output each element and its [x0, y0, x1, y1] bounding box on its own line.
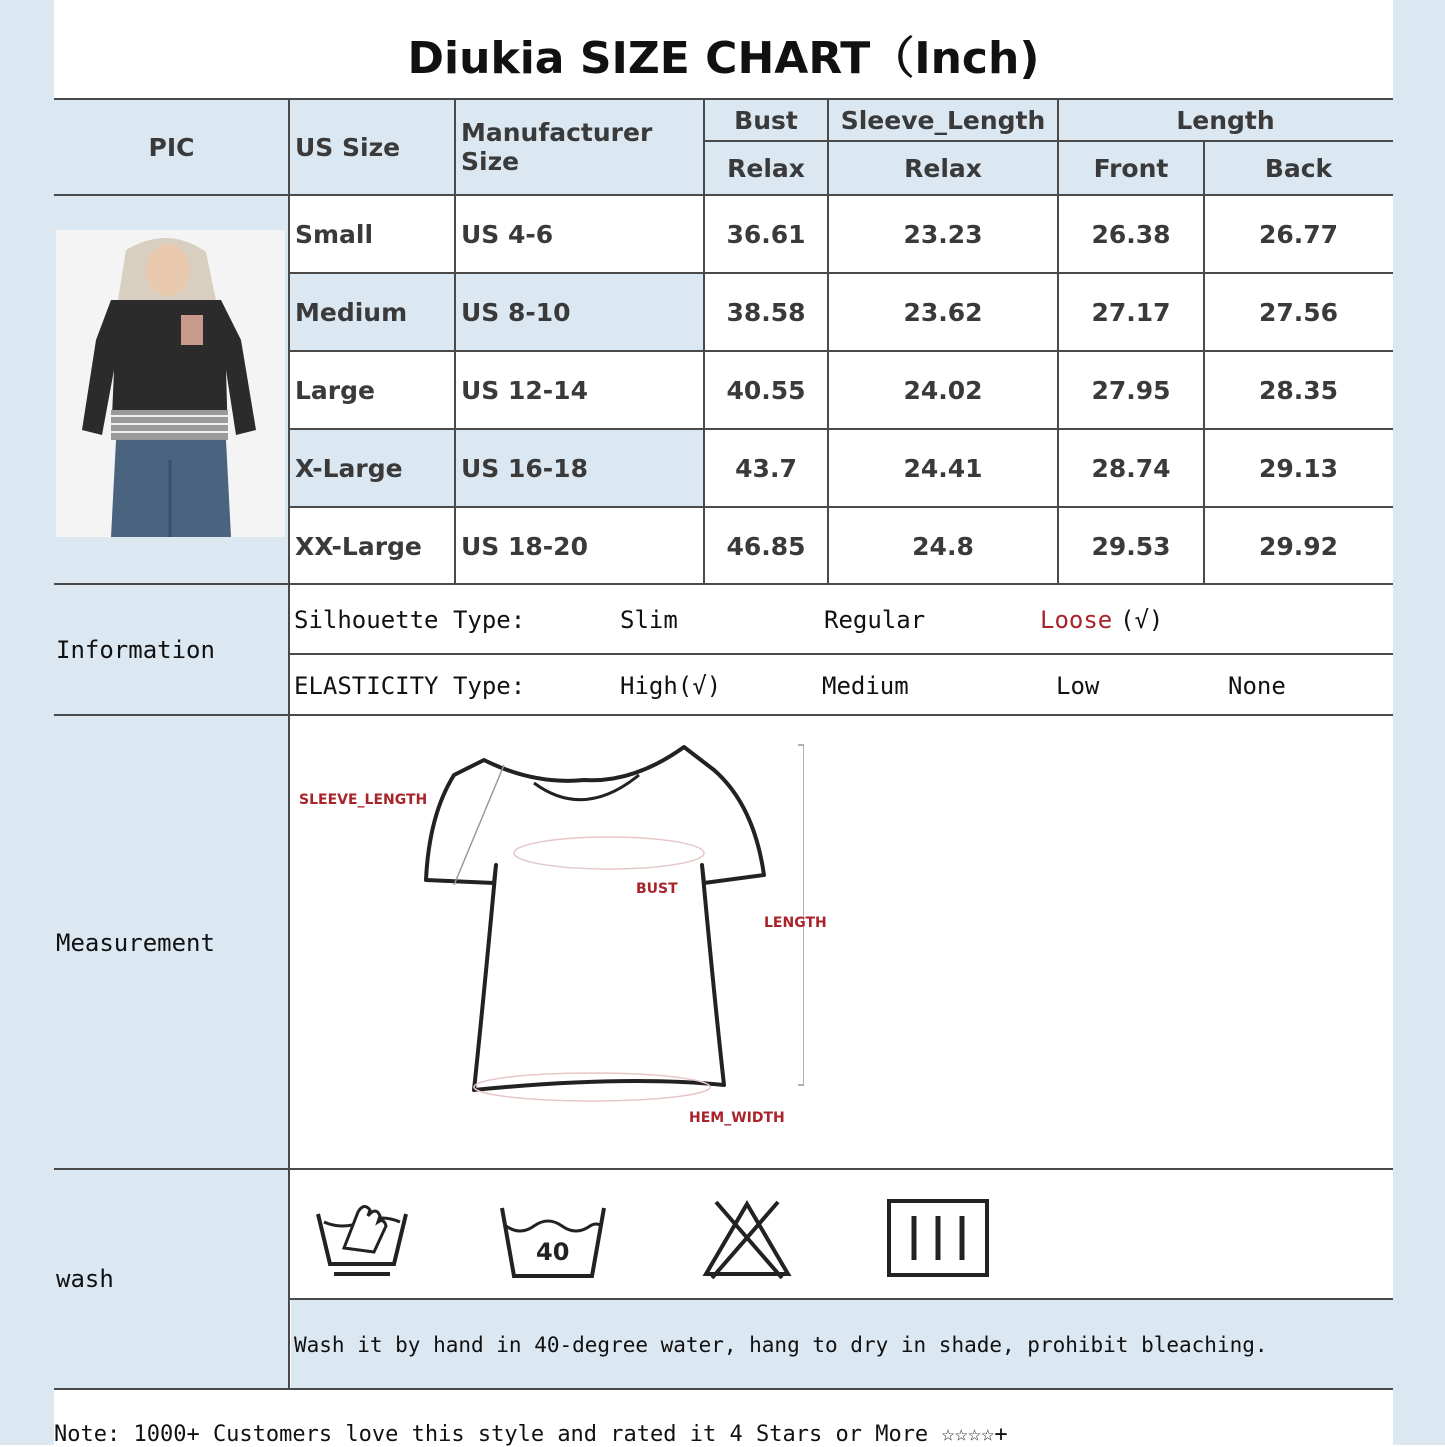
silhouette-row [294, 588, 1393, 652]
size-row-0-back [1204, 195, 1393, 273]
diagram-length-label: LENGTH [764, 915, 827, 931]
header-back-label: Back [1264, 153, 1333, 183]
wash-instructions: Wash it by hand in 40-degree water, hang to dry in shade, prohibit bleaching. [294, 1333, 1268, 1357]
cell-bust: 38.58 [726, 297, 806, 327]
cell-front: 28.74 [1091, 453, 1171, 483]
size-row-4-bust [704, 507, 828, 585]
grid-line [454, 98, 456, 584]
grid-line [54, 714, 1393, 716]
header-back [1204, 141, 1393, 195]
cell-front: 27.95 [1091, 375, 1171, 405]
line-dry-shade-icon [886, 1198, 990, 1278]
size-row-1-front [1058, 273, 1204, 351]
grid-line [704, 140, 1393, 142]
grid-line [54, 1168, 1393, 1170]
size-row-2-sleeve [828, 351, 1058, 429]
size-row-2-us [289, 351, 455, 429]
grid-line [827, 98, 829, 584]
header-sleeve-length-label: Sleeve_Length [840, 105, 1046, 135]
cell-sleeve: 23.62 [903, 297, 983, 327]
size-row-2-front [1058, 351, 1204, 429]
elasticity-row [294, 654, 1393, 718]
header-manufacturer-size-label: Manufacturer Size [461, 118, 653, 176]
header-length [1058, 99, 1393, 141]
cell-sleeve: 24.41 [903, 453, 983, 483]
wash-label-cell [54, 1170, 289, 1388]
size-row-3-mfr [455, 429, 704, 507]
grid-line [54, 583, 1393, 585]
elasticity-low: Low [1056, 672, 1100, 700]
size-row-2-back [1204, 351, 1393, 429]
size-row-2-bust [704, 351, 828, 429]
size-row-3-sleeve [828, 429, 1058, 507]
grid-line [288, 98, 290, 1388]
header-bust-relax-label: Relax [727, 153, 805, 183]
size-row-3-back [1204, 429, 1393, 507]
header-us-size-label: US Size [295, 132, 401, 162]
size-row-0-sleeve [828, 195, 1058, 273]
left-margin [0, 0, 54, 1445]
header-front-label: Front [1093, 153, 1169, 183]
header-bust-label: Bust [734, 105, 798, 135]
cell-mfr: US 8-10 [461, 297, 571, 327]
silhouette-loose-check: (√) [1120, 606, 1164, 634]
grid-line [289, 653, 1393, 655]
cell-us: X-Large [295, 453, 403, 483]
cell-us: Medium [295, 297, 408, 327]
header-sleeve-relax [828, 141, 1058, 195]
header-sleeve-length [828, 99, 1058, 141]
cell-mfr: US 18-20 [461, 531, 588, 561]
no-bleach-icon [702, 1198, 792, 1280]
header-bust-relax [704, 141, 828, 195]
right-margin [1393, 0, 1445, 1445]
cell-mfr: US 16-18 [461, 453, 588, 483]
size-row-2-mfr [455, 351, 704, 429]
diagram-sleeve-length-label: SLEEVE_LENGTH [299, 792, 428, 808]
cell-bust: 36.61 [726, 219, 806, 249]
header-us-size [289, 99, 455, 195]
information-label: Information [56, 635, 215, 664]
size-row-1-mfr [455, 273, 704, 351]
information-label-cell [54, 584, 289, 715]
size-row-4-us [289, 507, 455, 585]
header-length-label: Length [1176, 105, 1275, 135]
size-row-3-us [289, 429, 455, 507]
size-row-4-sleeve [828, 507, 1058, 585]
size-row-1-us [289, 273, 455, 351]
header-front [1058, 141, 1204, 195]
cell-front: 29.53 [1091, 531, 1171, 561]
footer-note: Note: 1000+ Customers love this style and rated it 4 Stars or More ☆☆☆☆+ [54, 1422, 1008, 1447]
size-row-3-bust [704, 429, 828, 507]
tshirt-diagram [384, 735, 804, 1105]
header-pic-label: PIC [148, 132, 195, 162]
header-sleeve-relax-label: Relax [904, 153, 982, 183]
measurement-label: Measurement [56, 928, 215, 957]
cell-bust: 43.7 [735, 453, 797, 483]
elasticity-medium: Medium [822, 672, 909, 700]
chart-title: Diukia SIZE CHART（Inch) [407, 33, 1040, 84]
cell-sleeve: 24.8 [912, 531, 974, 561]
cell-back: 26.77 [1258, 219, 1339, 249]
header-bust [704, 99, 828, 141]
grid-line [289, 1298, 1393, 1300]
cell-bust: 40.55 [726, 375, 806, 405]
hand-wash-icon [314, 1192, 410, 1278]
cell-back: 27.56 [1258, 297, 1339, 327]
cell-front: 27.17 [1091, 297, 1171, 327]
silhouette-type-label: Silhouette Type: [294, 606, 526, 634]
diagram-bust-label: BUST [636, 881, 678, 897]
size-chart-sheet [54, 0, 1393, 1445]
grid-line [54, 194, 1393, 196]
silhouette-loose: Loose [1040, 606, 1113, 634]
cell-us: Large [295, 375, 375, 405]
diagram-hem-width-label: HEM_WIDTH [689, 1110, 785, 1126]
wash-label: wash [56, 1265, 114, 1293]
size-row-1-bust [704, 273, 828, 351]
elasticity-none: None [1228, 672, 1286, 700]
size-row-0-front [1058, 195, 1204, 273]
cell-us: XX-Large [295, 531, 422, 561]
size-row-4-mfr [455, 507, 704, 585]
grid-line [1203, 140, 1205, 584]
size-row-4-back [1204, 507, 1393, 585]
measurement-label-cell [54, 715, 289, 1170]
grid-line [703, 98, 705, 584]
cell-sleeve: 24.02 [903, 375, 983, 405]
size-row-1-back [1204, 273, 1393, 351]
size-row-1-sleeve [828, 273, 1058, 351]
grid-line [54, 98, 1393, 100]
header-manufacturer-size [455, 99, 704, 195]
size-row-0-mfr [455, 195, 704, 273]
cell-back: 28.35 [1258, 375, 1339, 405]
size-row-0-bust [704, 195, 828, 273]
silhouette-slim: Slim [620, 606, 678, 634]
cell-front: 26.38 [1091, 219, 1171, 249]
cell-mfr: US 4-6 [461, 219, 554, 249]
grid-line [54, 1388, 1393, 1390]
grid-line [1057, 98, 1059, 584]
cell-back: 29.92 [1258, 531, 1339, 561]
elasticity-high: High(√) [620, 672, 722, 700]
cell-sleeve: 23.23 [903, 219, 983, 249]
silhouette-regular: Regular [824, 606, 926, 634]
product-photo [56, 230, 285, 537]
elasticity-type-label: ELASTICITY Type: [294, 672, 526, 700]
size-row-3-front [1058, 429, 1204, 507]
header-pic [54, 99, 289, 195]
wash-temperature: 40 [536, 1238, 570, 1266]
cell-mfr: US 12-14 [461, 375, 588, 405]
cell-bust: 46.85 [726, 531, 806, 561]
size-row-4-front [1058, 507, 1204, 585]
cell-back: 29.13 [1258, 453, 1339, 483]
cell-us: Small [295, 219, 374, 249]
size-row-0-us [289, 195, 455, 273]
